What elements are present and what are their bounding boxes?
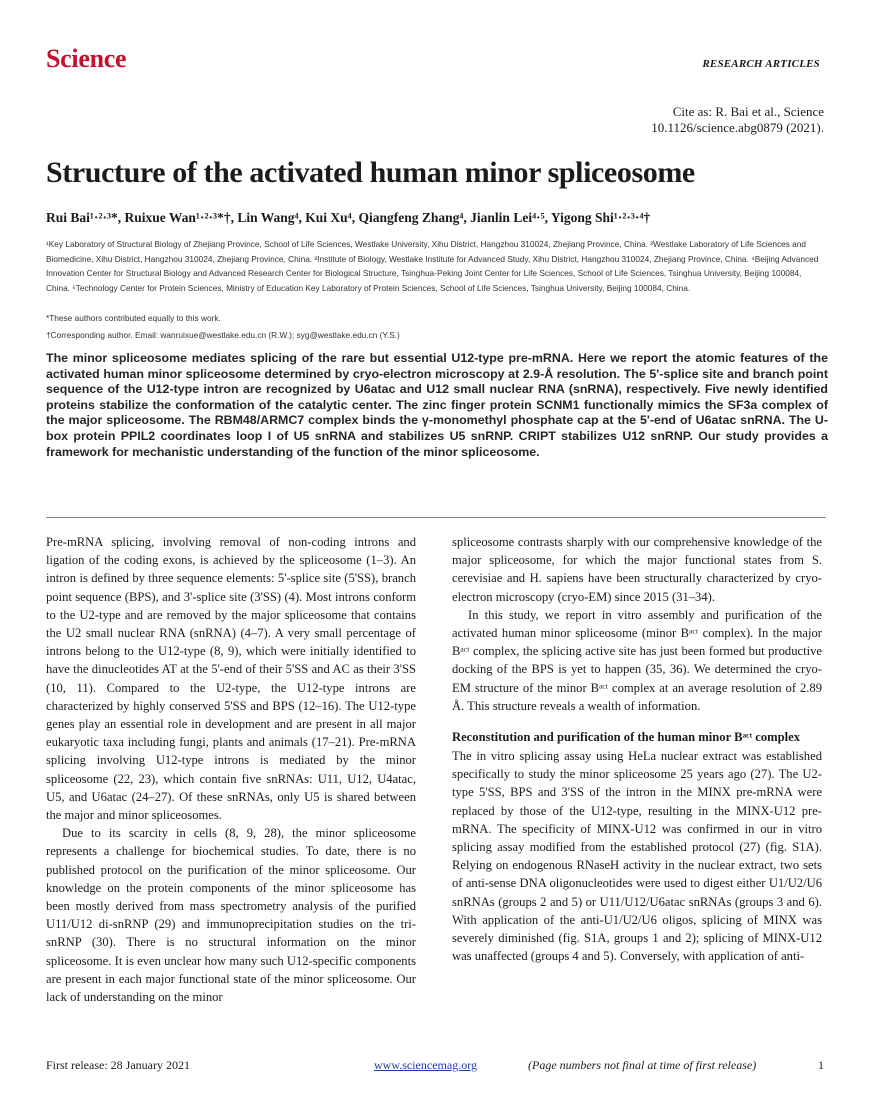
article-title: Structure of the activated human minor spliceosome bbox=[46, 156, 695, 189]
journal-logo: Science bbox=[46, 44, 127, 73]
body-column-right bbox=[452, 533, 822, 965]
section-label: RESEARCH ARTICLES bbox=[702, 58, 820, 70]
body-paragraph: Pre-mRNA splicing, involving removal of non-coding introns and ligation of the coding exons, is achieved by the spliceosome (1–3). An intron is defined by three sequence elements: 5'-splice site (5'SS), branch point sequence (BPS), and 3'-splice site (3'SS) (4). Most introns conform to the U2-type and are removed by the major spliceosome that contains the U2 small nuclear RNA (snRNA) (4–7). A very small percentage of introns belong to the U12-type (8, 9), which were initially identified to have the dinucleotides AT at the 5'-end of their 5'SS and AC as their 3'SS (10, 11). Compared to the U2-type, the U12-type introns are characterized by highly conserved 5'SS and BPS (12–16). The U12-type genes play an essential role in development and are present in all major eukaryotic taxa including fungi, plants and animals (17–21). Pre-mRNA splicing involving U12-type introns is mediated by the minor spliceosome (22, 23), which contain five snRNAs: U11, U12, U4atac, U5, and U6atac (24–27). Of these snRNAs, only U5 is shared between the major and minor spliceosomes. bbox=[46, 535, 416, 823]
release-date: First release: 28 January 2021 bbox=[46, 1058, 190, 1072]
citation bbox=[504, 104, 824, 136]
abstract: The minor spliceosome mediates splicing of the rare but essential U12-type pre-mRNA. Here we report the atomic features of the activated human minor spliceosome determined by cryo-electron microscopy at 2.9-Å resolution. The 5'-splice site and branch point sequence of the U12-type intron are recognized by U6atac and U12 small nuclear RNA (snRNA), respectively. Five newly identified proteins stabilize the conformation of the catalytic center. The zinc finger protein SCNM1 functionally mimics the SF3a complex of the major spliceosome. The RBM48/ARMC7 complex binds the γ-monomethyl phosphate cap at the 5'-end of U6atac snRNA. The U-box protein PPIL2 coordinates loop I of U5 snRNA and stabilizes U5 snRNP. CRIPT stabilizes U12 snRNP. Our study provides a framework for mechanistic understanding of the function of the minor spliceosome. bbox=[46, 351, 828, 459]
affiliations: ¹Key Laboratory of Structural Biology of Zhejiang Province, School of Life Sciences, Westlake University, Xihu District, Hangzhou 310024, Zhejiang Province, China. ²Westlake Laboratory of Life Sciences and Biomedicine, Xihu District, Hangzhou 310024, Zhejiang Province, China. ³Institute of Biology, Westlake Institute for Advanced Study, Xihu District, Hangzhou 310024, Zhejiang Province, China. ⁴Beijing Advanced Innovation Center for Structural Biology and Advanced Research Center for Biological Structure, Tsinghua-Peking Joint Center for Life Sciences, School of Life Sciences, Tsinghua University, Beijing 100084, China. ⁵Technology Center for Protein Sciences, Ministry of Education Key Laboratory of Protein Sciences, School of Life Sciences, Tsinghua University, Beijing 100084, China. bbox=[46, 239, 819, 293]
section-divider bbox=[46, 517, 826, 518]
page-footer bbox=[46, 1058, 828, 1076]
section-heading: Reconstitution and purification of the human minor Bᵃᶜᵗ complex bbox=[452, 730, 801, 745]
journal-site-link[interactable]: www.sciencemag.org bbox=[374, 1058, 477, 1072]
page-number-disclaimer: (Page numbers not final at time of first release) bbox=[528, 1058, 757, 1072]
body-paragraph: spliceosome contrasts sharply with our comprehensive knowledge of the major spliceosome, for which the major functional states from S. cerevisiae and H. sapiens have been structurally characterized by cryo-electron microscopy (cryo-EM) since 2015 (31–34). bbox=[452, 535, 822, 604]
page-number: 1 bbox=[818, 1058, 824, 1072]
author-list: Rui Bai¹·²·³*, Ruixue Wan¹·²·³*†, Lin Wang⁴, Kui Xu⁴, Qiangfeng Zhang⁴, Jianlin Lei⁴·⁵, Yigong Shi¹·²·³·⁴† bbox=[46, 210, 651, 225]
equal-contribution-note: *These authors contributed equally to this work. bbox=[46, 313, 221, 323]
corresponding-author-note: †Corresponding author. Email: wanruixue@westlake.edu.cn (R.W.); syg@westlake.edu.cn (Y.S.) bbox=[46, 330, 400, 340]
body-column-left bbox=[46, 533, 416, 1006]
citation-line-1: Cite as: R. Bai et al., Science bbox=[672, 104, 824, 119]
author-notes bbox=[46, 310, 826, 344]
citation-line-2: 10.1126/science.abg0879 (2021). bbox=[651, 120, 824, 135]
body-paragraph: Due to its scarcity in cells (8, 9, 28), the minor spliceosome represents a challenge for biochemical studies. To date, there is no published protocol on the purification of the minor spliceosome. Our knowledge on the protein components of the minor spliceosome has been mostly derived from mass spectrometry analysis of the purified U11/U12 di-snRNP (29) and immunoprecipitation studies on the tri-snRNP (30). There is no structural information on the minor spliceosome. It is even unclear how many such U12-specific components are present in each major functional state of the minor spliceosome. Our lack of understanding on the minor bbox=[46, 826, 416, 1005]
body-paragraph: The in vitro splicing assay using HeLa nuclear extract was established specifically to study the minor spliceosome 25 years ago (27). The U2-type 5'SS, BPS and 3'SS of the intron in the MINX pre-mRNA were replaced by those of the U12-type, resulting in the MINX-U12 pre-mRNA. The specificity of MINX-U12 was confirmed in our in vitro splicing assay modified from the established protocol (27) (fig. S1A). Relying on endogenous RNaseH activity in the nuclear extract, two sets of anti-sense DNA oligonucleotides were used to digest either U1/U2/U6 snRNAs (groups 2 and 5) or U11/U12/U6atac snRNAs (groups 3 and 6). With application of the anti-U1/U2/U6 oligos, splicing of MINX was severely diminished (fig. S1A, groups 1 and 2); splicing of MINX-U12 was unaffected (groups 4 and 5). Conversely, with application of anti- bbox=[452, 749, 822, 964]
body-paragraph: In this study, we report in vitro assembly and purification of the activated human minor spliceosome (minor Bᵃᶜᵗ complex). In the major Bᵃᶜᵗ complex, the splicing active site has just been formed but productive docking of the BPS is yet to happen (35, 36). We determined the cryo-EM structure of the minor Bᵃᶜᵗ complex at an average resolution of 2.89 Å. This structure reveals a wealth of information. bbox=[452, 607, 822, 713]
